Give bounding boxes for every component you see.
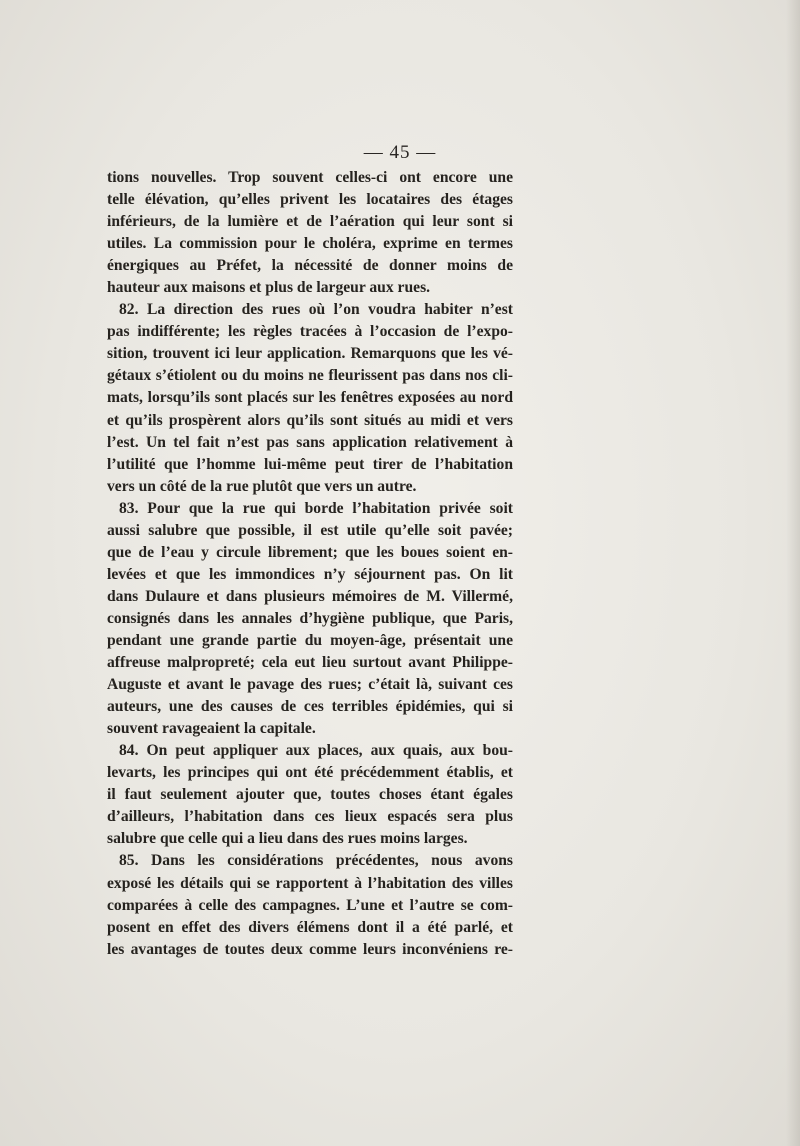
text-line: d’ailleurs, l’habitation dans ces lieux espacés sera plus <box>107 808 513 826</box>
text-line: pendant une grande partie du moyen-âge, présentait une <box>107 631 513 649</box>
text-line: salubre que celle qui a lieu dans des rues moins larges. <box>107 830 468 848</box>
text-line: levarts, les principes qui ont été précédemment établis, et <box>107 764 513 782</box>
text-line: exposé les détails qui se rapportent à l’habitation des villes <box>107 874 513 892</box>
text-line: auteurs, une des causes de ces terribles épidémies, qui si <box>107 698 513 716</box>
text-line: comparées à celle des campagnes. L’une et l’autre se com- <box>107 896 513 914</box>
text-line: souvent ravageaient la capitale. <box>107 720 316 738</box>
text-line: pas indifférente; les règles tracées à l’occasion de l’expo- <box>107 323 513 341</box>
text-line: Auguste et avant le pavage des rues; c’était là, suivant ces <box>107 676 513 694</box>
text-line: aussi salubre que possible, il est utile qu’elle soit pavée; <box>107 521 513 539</box>
text-line: vers un côté de la rue plutôt que vers un autre. <box>107 477 417 495</box>
text-line: que de l’eau y circule librement; que les boues soient en- <box>107 543 513 561</box>
paragraph-82-start: 82. La direction des rues où l’on voudra habiter n’est <box>119 301 513 319</box>
text-line: mats, lorsqu’ils sont placés sur les fenêtres exposées au nord <box>107 389 513 407</box>
page-number: — 45 — <box>363 142 437 163</box>
paragraph-83-start: 83. Pour que la rue qui borde l’habitation privée soit <box>119 499 513 517</box>
text-line: l’est. Un tel fait n’est pas sans application relativement à <box>107 433 513 451</box>
body-text <box>107 167 513 961</box>
text-line: et qu’ils prospèrent alors qu’ils sont situés au midi et vers <box>107 411 513 429</box>
text-line: il faut seulement ajouter que, toutes choses étant égales <box>107 786 513 804</box>
text-line: hauteur aux maisons et plus de largeur aux rues. <box>107 279 431 297</box>
text-line: posent en effet des divers élémens dont il a été parlé, et <box>107 918 513 936</box>
text-line: l’utilité que l’homme lui-même peut tirer de l’habitation <box>107 455 513 473</box>
text-line: inférieurs, de la lumière et de l’aération qui leur sont si <box>107 213 513 231</box>
text-line: énergiques au Préfet, la nécessité de donner moins de <box>107 257 513 275</box>
text-line: les avantages de toutes deux comme leurs inconvéniens re- <box>107 940 513 958</box>
paragraph-84-start: 84. On peut appliquer aux places, aux quais, aux bou- <box>119 742 513 760</box>
text-line: dans Dulaure et dans plusieurs mémoires de M. Villermé, <box>107 587 513 605</box>
text-line: sition, trouvent ici leur application. Remarquons que les vé- <box>107 345 513 363</box>
text-line: telle élévation, qu’elles privent les locataires des étages <box>107 191 513 209</box>
text-line: affreuse malpropreté; cela eut lieu surtout avant Philippe- <box>107 654 513 672</box>
text-line: levées et que les immondices n’y séjournent pas. On lit <box>107 565 513 583</box>
paragraph-85-start: 85. Dans les considérations précédentes, nous avons <box>119 852 513 870</box>
text-line: consignés dans les annales d’hygiène publique, que Paris, <box>107 609 513 627</box>
text-line: tions nouvelles. Trop souvent celles-ci ont encore une <box>107 169 513 186</box>
text-line: gétaux s’étiolent ou du moins ne fleurissent pas dans nos cli- <box>107 367 513 385</box>
text-line: utiles. La commission pour le choléra, exprime en termes <box>107 235 513 253</box>
